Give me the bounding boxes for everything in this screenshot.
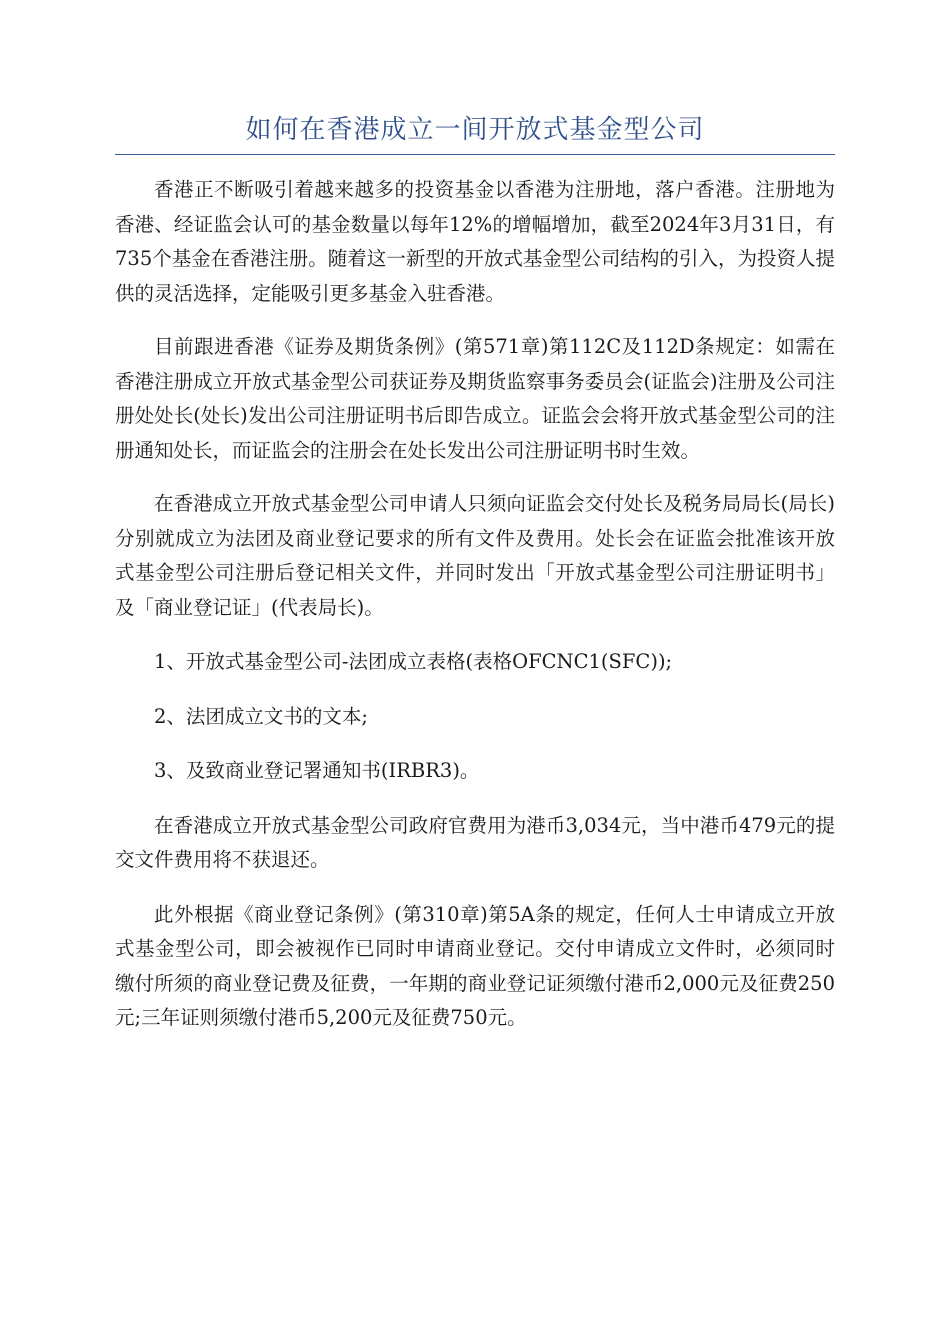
list-item: 2、法团成立文书的文本; xyxy=(154,704,368,728)
document-title: 如何在香港成立一间开放式基金型公司 xyxy=(245,115,705,145)
paragraph-intro: 香港正不断吸引着越来越多的投资基金以香港为注册地，落户香港。注册地为香港、经证监会认可的基金数量以每年12%的增幅增加，截至2024年3月31日，有735个基金在香港注册。随着这一新型的开放式基金型公司结构的引入，为投资人提供的灵活选择，定能吸引更多基金入驻香港。 xyxy=(115,178,835,305)
list-item: 3、及致商业登记署通知书(IRBR3)。 xyxy=(154,759,480,782)
title-block xyxy=(115,112,835,155)
paragraph-fees: 在香港成立开放式基金型公司政府官费用为港币3,034元，当中港币479元的提交文件费用将不获退还。 xyxy=(115,813,835,871)
document-body xyxy=(115,173,835,1056)
paragraph-business-registration: 此外根据《商业登记条例》(第310章)第5A条的规定，任何人士申请成立开放式基金型公司，即会被视作已同时申请商业登记。交付申请成立文件时，必须同时缴付所须的商业登记费及征费，一年期的商业登记证须缴付港币2,000元及征费250元;三年证则须缴付港币5,200元及征费750元。 xyxy=(115,902,835,1029)
paragraph-application: 在香港成立开放式基金型公司申请人只须向证监会交付处长及税务局局长(局长)分别就成立为法团及商业登记要求的所有文件及费用。处长会在证监会批准该开放式基金型公司注册后登记相关文件，并同时发出「开放式基金型公司注册证明书」及「商业登记证」(代表局长)。 xyxy=(115,492,835,619)
list-item: 1、开放式基金型公司-法团成立表格(表格OFCNC1(SFC)); xyxy=(154,650,673,673)
paragraph-regulation: 目前跟进香港《证券及期货条例》(第571章)第112C及112D条规定：如需在香港注册成立开放式基金型公司获证券及期货监察事务委员会(证监会)注册及公司注册处处长(处长)发出公司注册证明书后即告成立。证监会会将开放式基金型公司的注册通知处长，而证监会的注册会在处长发出公司注册证明书时生效。 xyxy=(115,335,835,462)
